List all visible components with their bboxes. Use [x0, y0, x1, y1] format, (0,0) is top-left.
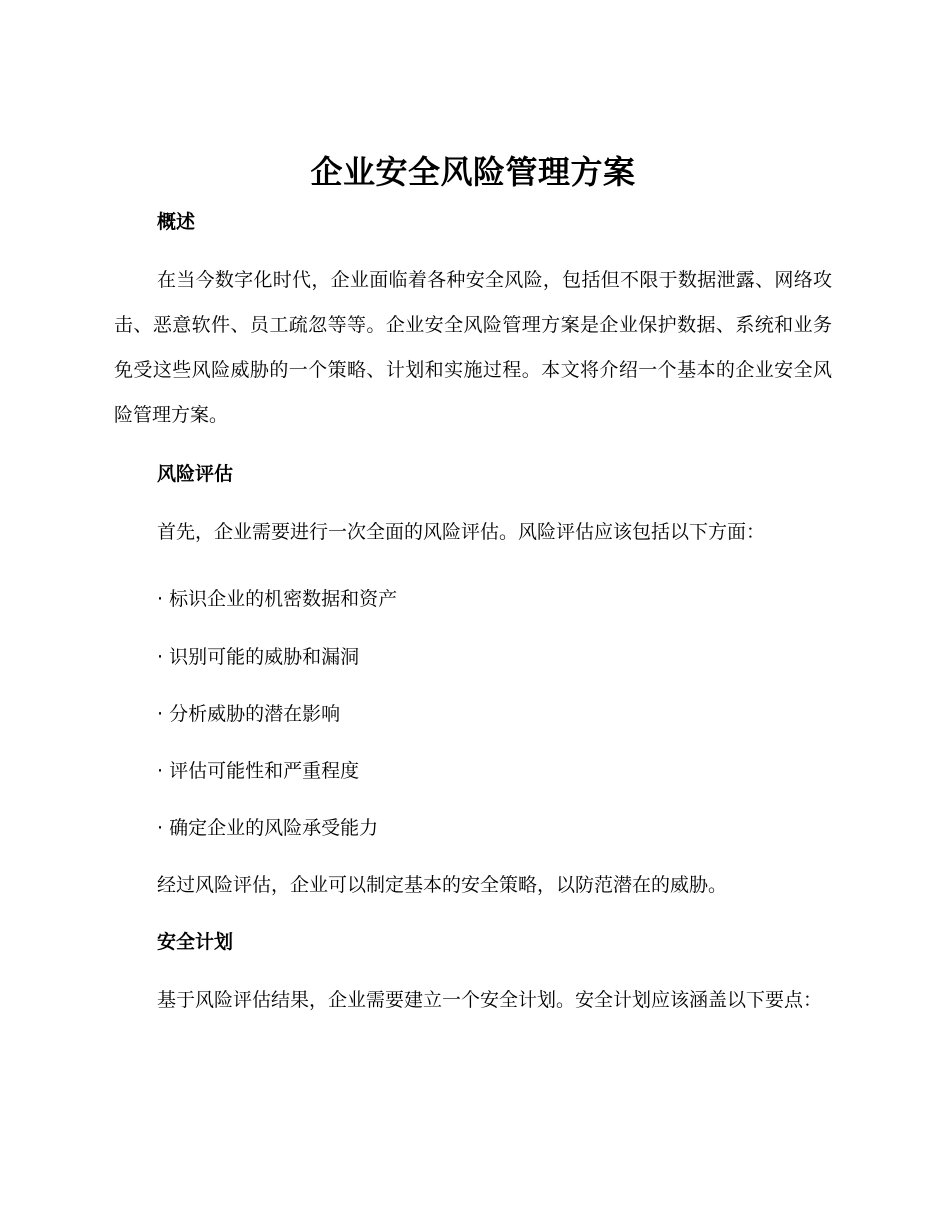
section-heading-overview: 概述: [157, 211, 196, 233]
risk-assessment-conclusion: 经过风险评估，企业可以制定基本的安全策略，以防范潜在的威胁。: [157, 874, 728, 896]
risk-item: · 标识企业的机密数据和资产: [157, 588, 398, 610]
security-plan-intro: 基于风险评估结果，企业需要建立一个安全计划。安全计划应该涵盖以下要点：: [157, 989, 823, 1011]
overview-paragraph: 在当今数字化时代，企业面临着各种安全风险，包括但不限于数据泄露、网络攻击、恶意软件、员工疏忽等等。企业安全风险管理方案是企业保护数据、系统和业务免受这些风险威胁的一个策略、计划和实施过程。本文将介绍一个基本的企业安全风险管理方案。: [114, 269, 832, 426]
risk-item: · 识别可能的威胁和漏洞: [157, 646, 360, 668]
risk-item: · 分析威胁的潜在影响: [157, 703, 341, 725]
section-heading-security-plan: 安全计划: [157, 931, 234, 953]
risk-item: · 确定企业的风险承受能力: [157, 817, 379, 839]
document-title: 企业安全风险管理方案: [310, 153, 636, 191]
section-heading-risk-assessment: 风险评估: [157, 463, 234, 485]
risk-assessment-intro: 首先，企业需要进行一次全面的风险评估。风险评估应该包括以下方面：: [157, 521, 766, 543]
risk-item: · 评估可能性和严重程度: [157, 760, 360, 782]
